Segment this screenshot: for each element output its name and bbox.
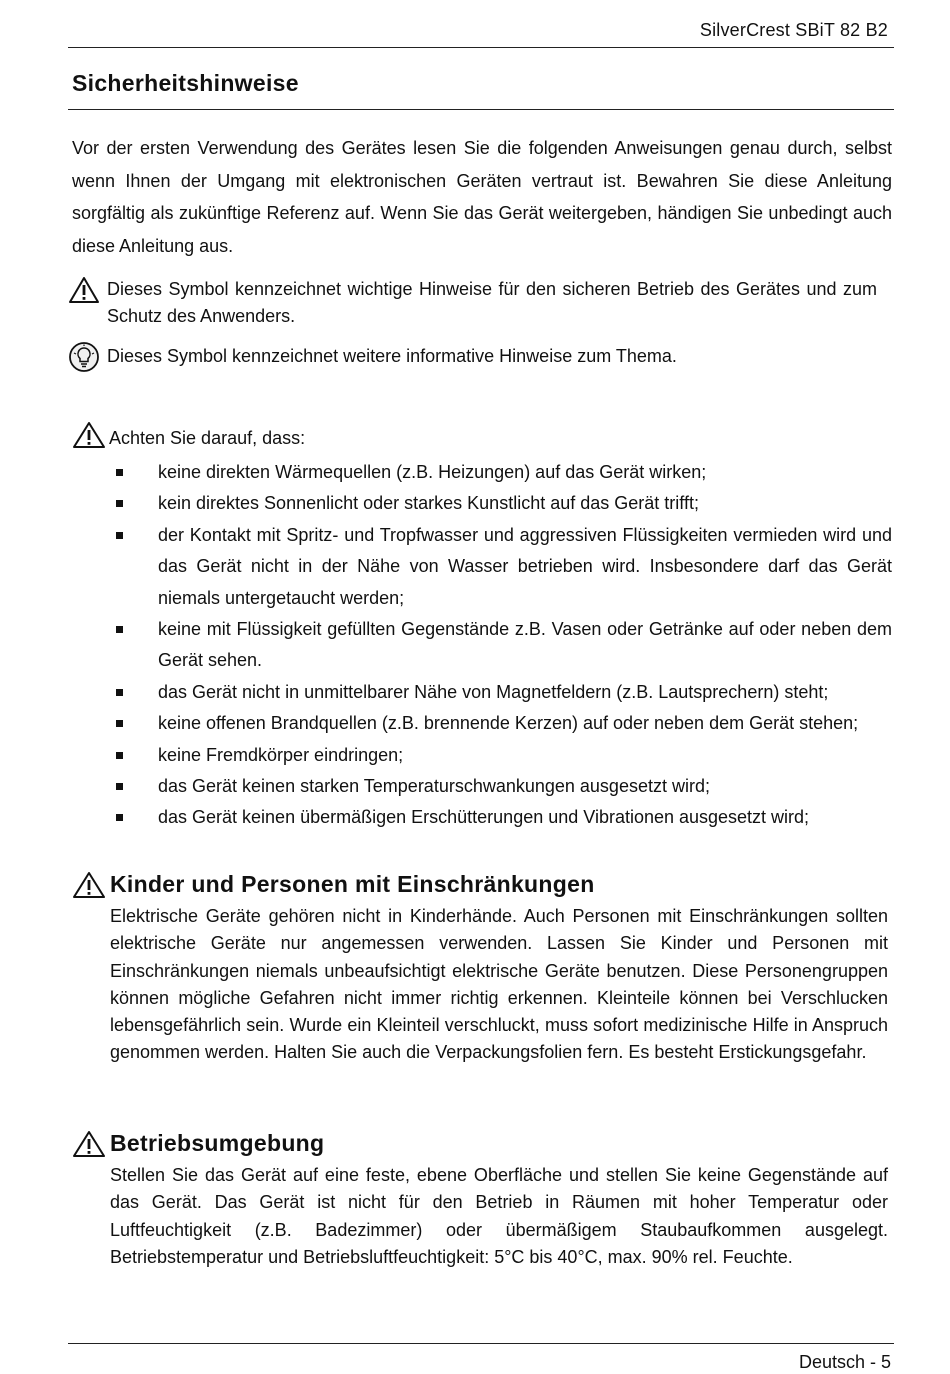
section-body: Stellen Sie das Gerät auf eine feste, ebene Oberfläche und stellen Sie keine Gegenstände auf das Gerät. Das Gerät ist nicht für den Betrieb in Räumen mit hoher Temperatur oder Luftfeuchtigkeit (z.B. Badezimmer) oder übermäßigem Staubaufkommen ausgelegt. Betriebstemperatur und Betriebsluftfeuchtigkeit: 5°C bis 40°C, max. 90% rel. Feuchte. bbox=[110, 1165, 888, 1267]
list-item: der Kontakt mit Spritz- und Tropfwasser und aggressiven Flüssigkeiten vermieden wird und das Gerät nicht in der Nähe von Wasser betrieben wird. Insbesondere darf das Gerät niemals untergetaucht werden; bbox=[110, 520, 892, 614]
lightbulb-icon bbox=[68, 341, 100, 378]
list-item: keine direkten Wärmequellen (z.B. Heizungen) auf das Gerät wirken; bbox=[110, 457, 892, 488]
list-item: keine offenen Brandquellen (z.B. brennende Kerzen) auf oder neben dem Gerät stehen; bbox=[110, 708, 892, 739]
warning-triangle-icon bbox=[72, 1130, 106, 1163]
bullet-square-icon bbox=[116, 500, 123, 507]
bullet-square-icon bbox=[116, 752, 123, 759]
warning-triangle-icon bbox=[72, 421, 106, 454]
list-item: das Gerät keinen übermäßigen Erschütterungen und Vibrationen ausgesetzt wird; bbox=[110, 802, 892, 833]
page-number: Deutsch - 5 bbox=[798, 1352, 891, 1372]
section-heading: Kinder und Personen mit Einschränkungen bbox=[110, 871, 595, 897]
list-item: keine Fremdkörper eindringen; bbox=[110, 740, 892, 771]
warning-triangle-icon bbox=[72, 871, 106, 904]
section-body: Elektrische Geräte gehören nicht in Kinderhände. Auch Personen mit Einschränkungen sollten elektrische Geräte nur angemessen verwenden. Lassen Sie Kinder und Personen mit Einschränkungen niemals unbeaufsichtigt elektrische Geräte benutzen. Diese Personengruppen können mögliche Gefahren nicht immer richtig erkennen. Kleinteile können bei Verschlucken lebensgefährlich sein. Wurde ein Kleinteil verschluckt, muss sofort medizinische Hilfe in Anspruch genommen werden. Halten Sie auch die Verpackungsfolien fern. Es besteht Erstickungsgefahr. bbox=[110, 906, 888, 1063]
bullet-square-icon bbox=[116, 469, 123, 476]
list-item: keine mit Flüssigkeit gefüllten Gegenstände z.B. Vasen oder Getränke auf oder neben dem Gerät sehen. bbox=[110, 614, 892, 677]
info-symbol-note-text: Dieses Symbol kennzeichnet weitere informative Hinweise zum Thema. bbox=[107, 346, 677, 366]
page-title: Sicherheitshinweise bbox=[72, 70, 299, 96]
list-item: das Gerät keinen starken Temperaturschwankungen ausgesetzt wird; bbox=[110, 771, 892, 802]
bullet-square-icon bbox=[116, 532, 123, 539]
bullet-square-icon bbox=[116, 720, 123, 727]
attention-lead: Achten Sie darauf, dass: bbox=[109, 428, 306, 448]
warning-triangle-icon bbox=[68, 276, 100, 309]
header-rule bbox=[68, 47, 894, 48]
attention-list bbox=[110, 457, 892, 834]
warning-symbol-note-text: Dieses Symbol kennzeichnet wichtige Hinweise für den sicheren Betrieb des Gerätes und zum Schutz des Anwenders. bbox=[107, 279, 877, 326]
bullet-square-icon bbox=[116, 689, 123, 696]
list-item: das Gerät nicht in unmittelbarer Nähe von Magnetfeldern (z.B. Lautsprechern) steht; bbox=[110, 677, 892, 708]
footer-rule bbox=[68, 1343, 894, 1344]
section-heading: Betriebsumgebung bbox=[110, 1130, 325, 1156]
header-title: SilverCrest SBiT 82 B2 bbox=[699, 20, 888, 40]
bullet-square-icon bbox=[116, 783, 123, 790]
intro-paragraph: Vor der ersten Verwendung des Gerätes lesen Sie die folgenden Anweisungen genau durch, selbst wenn Ihnen der Umgang mit elektronischen Geräten vertraut ist. Bewahren Sie diese Anleitung sorgfältig als zukünftige Referenz auf. Wenn Sie das Gerät weitergeben, händigen Sie unbedingt auch diese Anleitung aus. bbox=[72, 138, 892, 256]
list-item: kein direktes Sonnenlicht oder starkes Kunstlicht auf das Gerät trifft; bbox=[110, 488, 892, 519]
bullet-square-icon bbox=[116, 814, 123, 821]
title-rule bbox=[68, 109, 894, 110]
bullet-square-icon bbox=[116, 626, 123, 633]
